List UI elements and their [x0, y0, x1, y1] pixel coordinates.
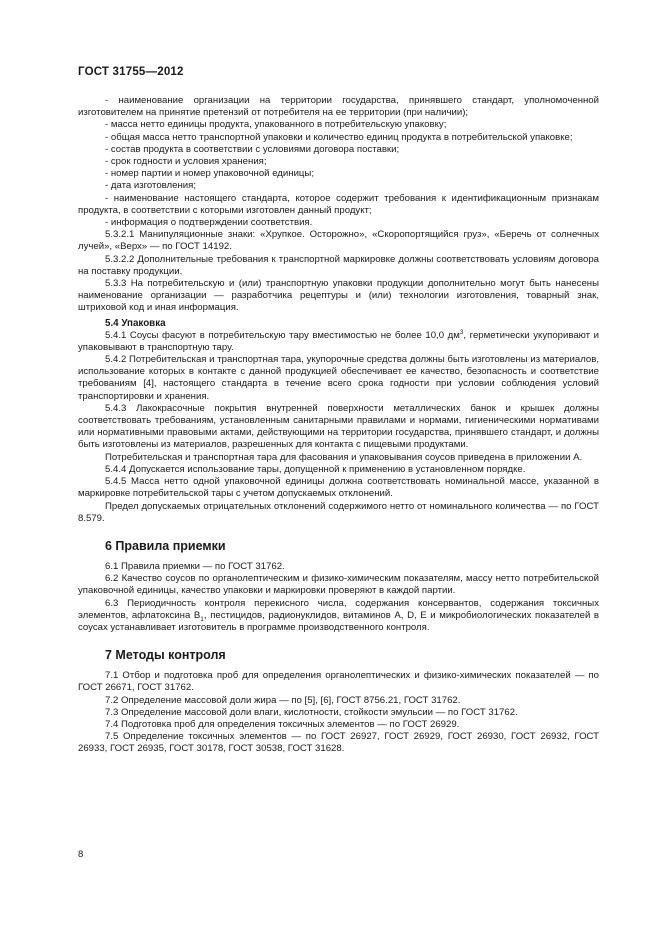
clause-6-2: 6.2 Качество соусов по органолептическим и физико-химическим показателям, массу нетто потребительской упаковочной единицы, качество упаковки и маркировки проверяют в каждой партии. [78, 573, 599, 597]
list-item: - общая масса нетто транспортной упаковки и количество единиц продукта в потребительской упаковке; [105, 131, 573, 143]
list-item: - дата изготовления; [105, 180, 196, 192]
clause-5-4-1 [78, 330, 599, 354]
clause-5-4-1-superscript: 3 [459, 328, 464, 336]
clause-7-1: 7.1 Отбор и подготовка проб для определения органолептических и физико-химических показателей — по ГОСТ 26671, ГОСТ 31762. [78, 670, 599, 694]
clause-7-5: 7.5 Определение токсичных элементов — по ГОСТ 26927, ГОСТ 26929, ГОСТ 26930, ГОСТ 26932, ГОСТ 26933, ГОСТ 26935, ГОСТ 30178, ГОСТ 30538, ГОСТ 31628. [78, 731, 599, 755]
list-item: - наименование настоящего стандарта, которое содержит требования к идентификационным признакам продукта, в соответствии с которыми изготовлен данный продукт; [78, 192, 599, 216]
clause-5-4-2: 5.4.2 Потребительская и транспортная тара, укупорочные средства должны быть изготовлены из материалов, использование которых в контакте с данной продукцией обеспечивает ее качество, безопасность и соответствие требованиям [4], настоящего стандарта в течение всего срока годности при условии соблюдения условий транспортировки и хранения. [78, 354, 599, 402]
clause-6-3-text-a: 6.3 Периодичность контроля перекисного числа, содержания консервантов, содержания токсичных элементов, афлатоксина B [78, 597, 599, 621]
clause-5-4-4: 5.4.4 Допускается использование тары, допущенной к применению в установленном порядке. [105, 463, 526, 475]
clause-5-3-3: 5.3.3 На потребительскую и (или) транспортную упаковки продукции дополнительно могут быть нанесены наименование организации — разработчика рецептуры и (или) технологии изготовления, товарный знак, штриховой код и иная информация. [78, 278, 599, 314]
list-item: - масса нетто единицы продукта, упакованного в потребительскую упаковку; [105, 119, 447, 131]
section-5-4-title: 5.4 Упаковка [105, 317, 166, 329]
clause-6-3 [78, 598, 599, 635]
list-item: - номер партии и номер упаковочной единицы; [105, 168, 314, 180]
clause-6-1: 6.1 Правила приемки — по ГОСТ 31762. [105, 560, 285, 572]
list-item: - срок годности и условия хранения; [105, 156, 267, 168]
clause-6-3-subscript: 1 [200, 615, 204, 623]
list-item: - состав продукта в соответствии с условиями договора поставки; [105, 143, 400, 155]
paragraph: Предел допускаемых отрицательных отклонений содержимого нетто от номинального количества — по ГОСТ 8.579. [78, 500, 599, 524]
list-item: - наименование организации на территории государства, принявшего стандарт, уполномоченной изготовителем на принятие претензий от потребителя на ее территории (при наличии); [78, 95, 599, 119]
page-number: 8 [78, 849, 84, 860]
section-6-heading: 6 Правила приемки [105, 538, 226, 553]
list-item: - информация о подтверждении соответствия. [105, 217, 313, 229]
clause-7-4: 7.4 Подготовка проб для определения токсичных элементов — по ГОСТ 26929. [105, 718, 460, 730]
clause-5-4-5: 5.4.5 Масса нетто одной упаковочной единицы должна соответствовать номинальной массе, указанной в маркировке потребительской тары с учетом допускаемых отклонений. [78, 476, 599, 500]
clause-5-4-1-text-b: , герметически укупоривают и упаковывают в транспортную тару. [78, 329, 599, 353]
clause-5-4-1-text-a: 5.4.1 Соусы фасуют в потребительскую тару вместимостью не более 10,0 дм [105, 329, 460, 341]
section-7-heading: 7 Методы контроля [105, 648, 226, 663]
page-header: ГОСТ 31755—2012 [78, 66, 184, 78]
page-content [78, 95, 599, 756]
clause-5-3-2-1: 5.3.2.1 Манипуляционные знаки: «Хрупкое. Осторожно», «Скоропортящийся груз», «Беречь от солнечных лучей», «Верх» — по ГОСТ 14192. [78, 229, 599, 253]
clause-5-3-2-2: 5.3.2.2 Дополнительные требования к транспортной маркировке должны соответствовать условиям договора на поставку продукции. [78, 253, 599, 277]
clause-7-3: 7.3 Определение массовой доли влаги, кислотности, стойкости эмульсии — по ГОСТ 31762. [105, 706, 518, 718]
clause-7-2: 7.2 Определение массовой доли жира — по [5], [6], ГОСТ 8756.21, ГОСТ 31762. [105, 694, 461, 706]
clause-6-3-text-b: , пестицидов, радионуклидов, витаминов A, D, E и микробиологических показателей в соусах устанавливает изготовитель в программе производственного контроля. [78, 609, 599, 633]
paragraph: Потребительская и транспортная тара для фасования и упаковывания соусов приведена в приложении А. [105, 451, 583, 463]
clause-5-4-3: 5.4.3 Лакокрасочные покрытия внутренней поверхности металлических банок и крышек должны соответствовать требованиям, установленным санитарными правилами и нормами, гигиеническими нормативами или нормативными правовыми актами, действующими на территории государства, принявшего стандарт, и должны быть изготовлены из материалов, разрешенных для контакта с пищевыми продуктами. [78, 402, 599, 451]
